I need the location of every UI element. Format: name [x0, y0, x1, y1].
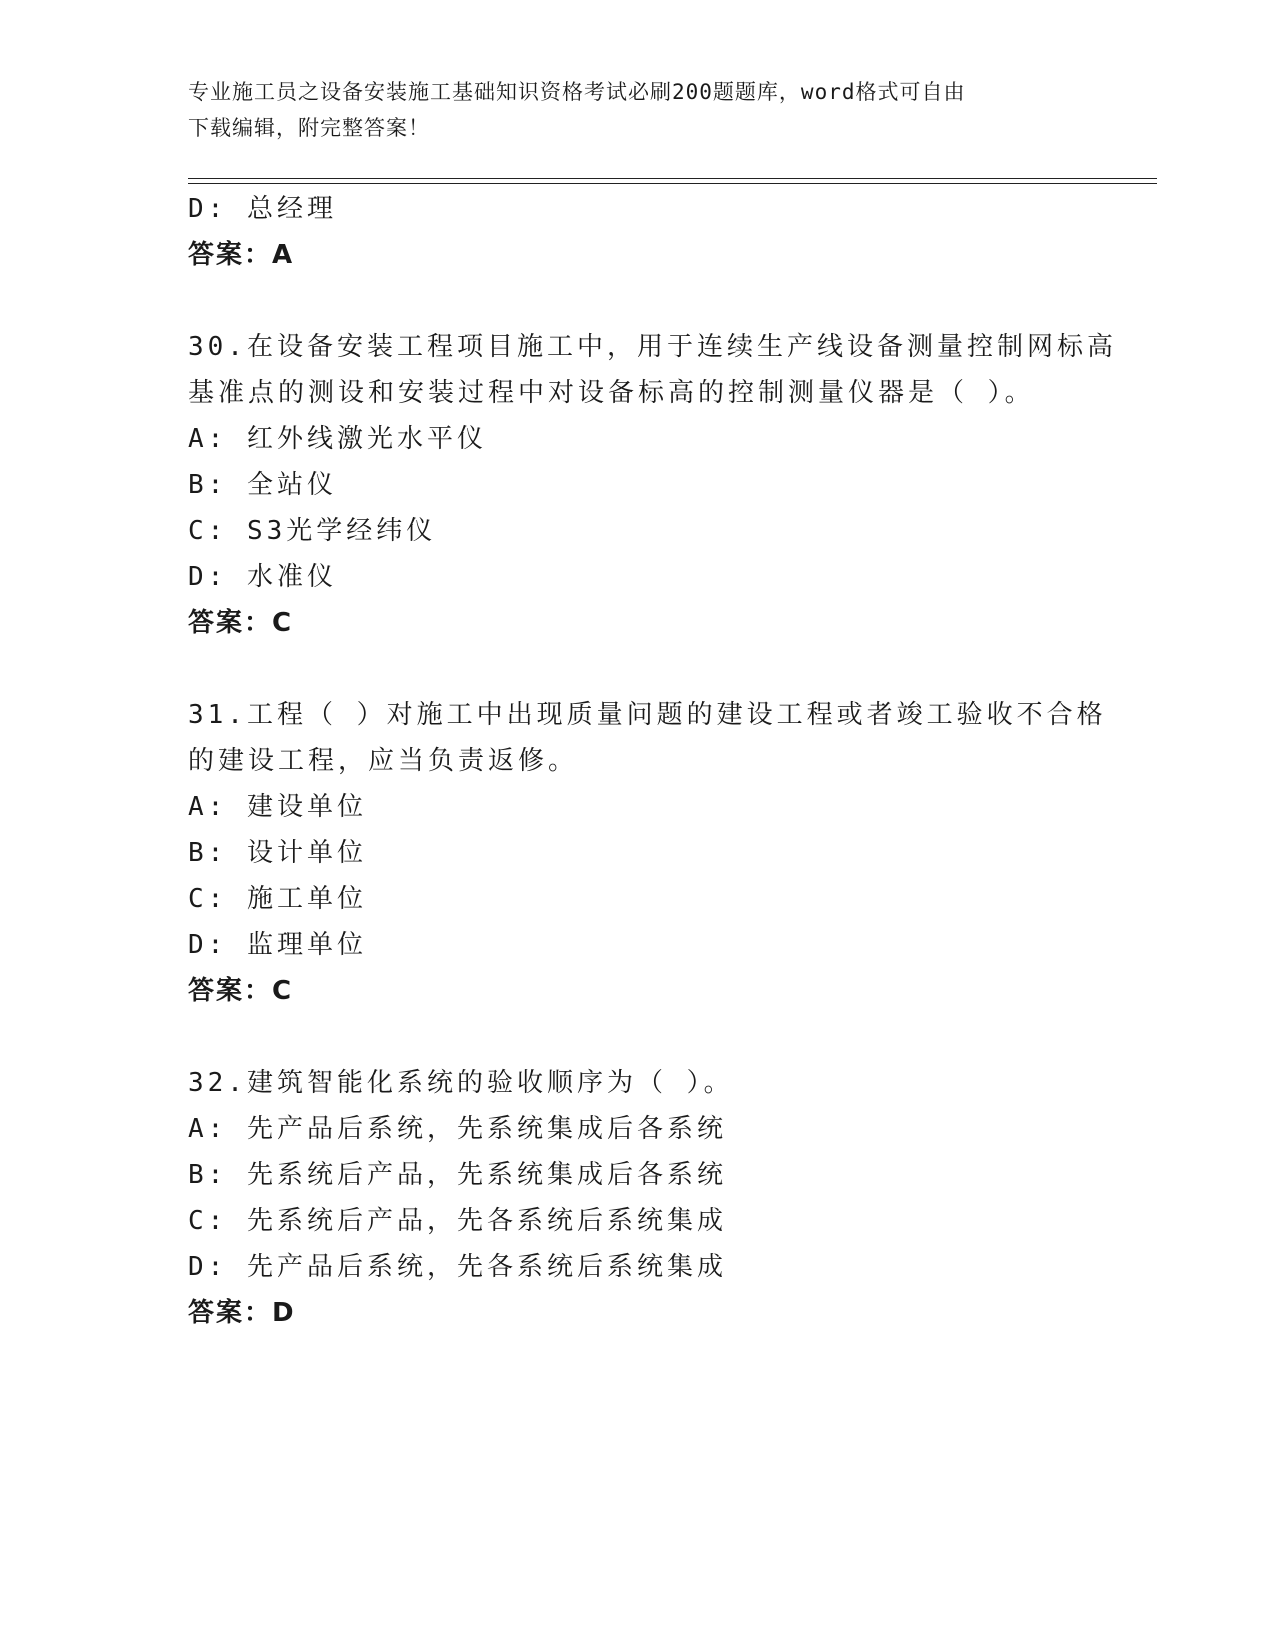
question-32: [188, 1060, 1088, 1336]
spacer: [188, 278, 1088, 324]
document-body: [188, 186, 1117, 1336]
question-31: [188, 692, 1107, 1014]
spacer: [188, 1014, 1088, 1060]
document-header: [188, 74, 1088, 146]
option-a: A: 红外线激光水平仪: [188, 424, 487, 454]
option-c: C: S3光学经纬仪: [188, 516, 437, 546]
answer: 答案：A: [188, 240, 295, 270]
answer: 答案：C: [188, 976, 294, 1006]
option-a: A: 先产品后系统，先系统集成后各系统: [188, 1114, 727, 1144]
option-d: D: 总经理: [188, 194, 337, 224]
option-d: D: 水准仪: [188, 562, 337, 592]
option-d: D: 监理单位: [188, 930, 367, 960]
question-text-line-1: 32.建筑智能化系统的验收顺序为（ ）。: [188, 1068, 734, 1098]
option-d: D: 先产品后系统，先各系统后系统集成: [188, 1252, 727, 1282]
header-divider-bottom: [188, 183, 1157, 184]
answer: 答案：D: [188, 1298, 296, 1328]
header-divider-top: [188, 178, 1157, 179]
question-text-line-1: 30.在设备安装工程项目施工中，用于连续生产线设备测量控制网标高: [188, 332, 1117, 362]
previous-question-tail: [188, 186, 1088, 278]
spacer: [188, 646, 1088, 692]
option-c: C: 先系统后产品，先各系统后系统集成: [188, 1206, 727, 1236]
question-30: [188, 324, 1117, 646]
option-a: A: 建设单位: [188, 792, 367, 822]
option-b: B: 先系统后产品，先系统集成后各系统: [188, 1160, 727, 1190]
header-line-1: 专业施工员之设备安装施工基础知识资格考试必刷200题题库，word格式可自由: [188, 80, 966, 104]
answer: 答案：C: [188, 608, 294, 638]
option-c: C: 施工单位: [188, 884, 367, 914]
header-line-2: 下载编辑，附完整答案！: [188, 116, 430, 140]
option-b: B: 设计单位: [188, 838, 367, 868]
question-text-line-2: 基准点的测设和安装过程中对设备标高的控制测量仪器是（ ）。: [188, 378, 1035, 408]
question-text-line-2: 的建设工程，应当负责返修。: [188, 746, 579, 776]
option-b: B: 全站仪: [188, 470, 337, 500]
question-text-line-1: 31.工程（ ）对施工中出现质量问题的建设工程或者竣工验收不合格: [188, 700, 1107, 730]
